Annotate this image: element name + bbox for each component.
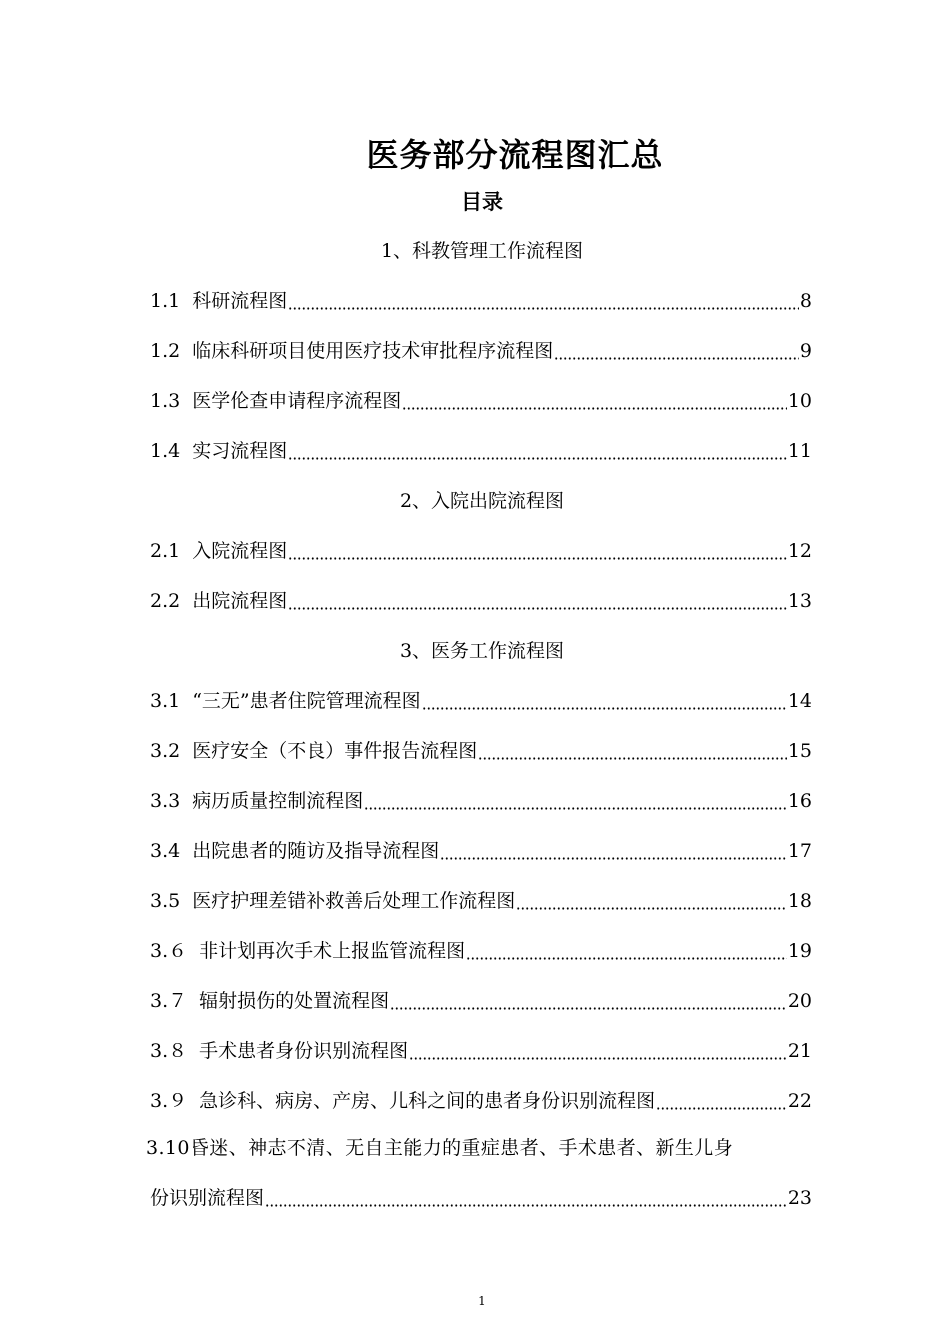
toc-entry-1-4[interactable]: [150, 436, 812, 463]
toc-entry-3-7[interactable]: [150, 986, 812, 1013]
toc-entry-3-3[interactable]: [150, 786, 812, 813]
section-heading-1: 1、科教管理工作流程图: [380, 240, 584, 262]
entry-title: 出院流程图: [192, 590, 288, 612]
entry-number: 3.5: [150, 890, 181, 912]
entry-page-number: 12: [787, 540, 812, 562]
entry-title: “三无”患者住院管理流程图: [192, 690, 421, 712]
toc-entry-3-4[interactable]: [150, 836, 812, 863]
entry-title: 非计划再次手术上报监管流程图: [199, 940, 466, 962]
dot-leader: [409, 1039, 787, 1063]
entry-page-number: 17: [787, 840, 812, 862]
entry-title: 医疗安全（不良）事件报告流程图: [192, 740, 478, 762]
entry-page-number: 16: [787, 790, 812, 812]
toc-entry-3-5[interactable]: [150, 886, 812, 913]
entry-number: 3.2: [150, 740, 181, 762]
entry-number: 3.3: [150, 790, 181, 812]
entry-number: 3.10: [146, 1137, 190, 1159]
entry-number: 1.3: [150, 390, 181, 412]
entry-title: 医学伦查申请程序流程图: [192, 390, 402, 412]
dot-leader: [364, 789, 787, 813]
toc-entry-3-6[interactable]: [150, 936, 812, 963]
dot-leader: [390, 989, 787, 1013]
entry-page-number: 9: [799, 340, 812, 362]
entry-title: 昏迷、神志不清、无自主能力的重症患者、手术患者、新生儿身: [189, 1137, 734, 1159]
dot-leader: [440, 839, 787, 863]
entry-number: 1.1: [150, 290, 181, 312]
toc-entry-3-9[interactable]: [150, 1086, 812, 1113]
entry-page-number: 8: [799, 290, 812, 312]
toc-entry-1-3[interactable]: [150, 386, 812, 413]
entry-page-number: 15: [787, 740, 812, 762]
entry-page-number: 11: [787, 440, 812, 462]
dot-leader: [516, 889, 787, 913]
section-heading-2: 2、入院出院流程图: [399, 490, 565, 512]
entry-page-number: 22: [787, 1090, 812, 1112]
entry-title: 科研流程图: [192, 290, 288, 312]
dot-leader: [288, 589, 787, 613]
document-title: 医务部分流程图汇总: [366, 136, 664, 174]
entry-number: 1.4: [150, 440, 181, 462]
toc-entry-3-10-line2[interactable]: [150, 1183, 812, 1210]
entry-title: 医疗护理差错补救善后处理工作流程图: [192, 890, 516, 912]
entry-page-number: 10: [787, 390, 812, 412]
entry-number: 3.６: [150, 940, 188, 962]
dot-leader: [656, 1089, 787, 1113]
entry-number: 3.4: [150, 840, 181, 862]
toc-entry-3-1[interactable]: [150, 686, 812, 713]
entry-page-number: 14: [787, 690, 812, 712]
entry-page-number: 13: [787, 590, 812, 612]
dot-leader: [288, 539, 787, 563]
entry-number: 3.1: [150, 690, 181, 712]
entry-page-number: 19: [787, 940, 812, 962]
dot-leader: [478, 739, 787, 763]
entry-number: 2.1: [150, 540, 181, 562]
entry-title: 手术患者身份识别流程图: [199, 1040, 409, 1062]
toc-entry-1-2[interactable]: [150, 336, 812, 363]
entry-page-number: 23: [787, 1187, 812, 1209]
entry-title: 辐射损伤的处置流程图: [199, 990, 390, 1012]
entry-title: 急诊科、病房、产房、儿科之间的患者身份识别流程图: [199, 1090, 656, 1112]
entry-title: 临床科研项目使用医疗技术审批程序流程图: [192, 340, 554, 362]
toc-entry-1-1[interactable]: [150, 286, 812, 313]
entry-number: 1.2: [150, 340, 181, 362]
dot-leader: [265, 1186, 787, 1210]
toc-heading: 目录: [461, 190, 503, 214]
toc-entry-3-8[interactable]: [150, 1036, 812, 1063]
entry-title-continued: 份识别流程图: [150, 1187, 265, 1209]
entry-number: 3.７: [150, 990, 188, 1012]
dot-leader: [422, 689, 787, 713]
entry-number: 2.2: [150, 590, 181, 612]
toc-entry-3-2[interactable]: [150, 736, 812, 763]
dot-leader: [466, 939, 787, 963]
toc-entry-2-1[interactable]: [150, 536, 812, 563]
dot-leader: [288, 289, 799, 313]
dot-leader: [288, 439, 787, 463]
entry-page-number: 20: [787, 990, 812, 1012]
entry-title: 病历质量控制流程图: [192, 790, 364, 812]
entry-number: 3.８: [150, 1040, 188, 1062]
dot-leader: [554, 339, 799, 363]
entry-number: 3.９: [150, 1090, 188, 1112]
entry-title: 出院患者的随访及指导流程图: [192, 840, 440, 862]
entry-title: 入院流程图: [192, 540, 288, 562]
entry-page-number: 21: [787, 1040, 812, 1062]
entry-title: 实习流程图: [192, 440, 288, 462]
page-number-footer: 1: [478, 1294, 486, 1308]
dot-leader: [402, 389, 787, 413]
toc-entry-2-2[interactable]: [150, 586, 812, 613]
section-heading-3: 3、医务工作流程图: [399, 640, 565, 662]
toc-entry-3-10-line1[interactable]: [146, 1133, 816, 1160]
entry-page-number: 18: [787, 890, 812, 912]
